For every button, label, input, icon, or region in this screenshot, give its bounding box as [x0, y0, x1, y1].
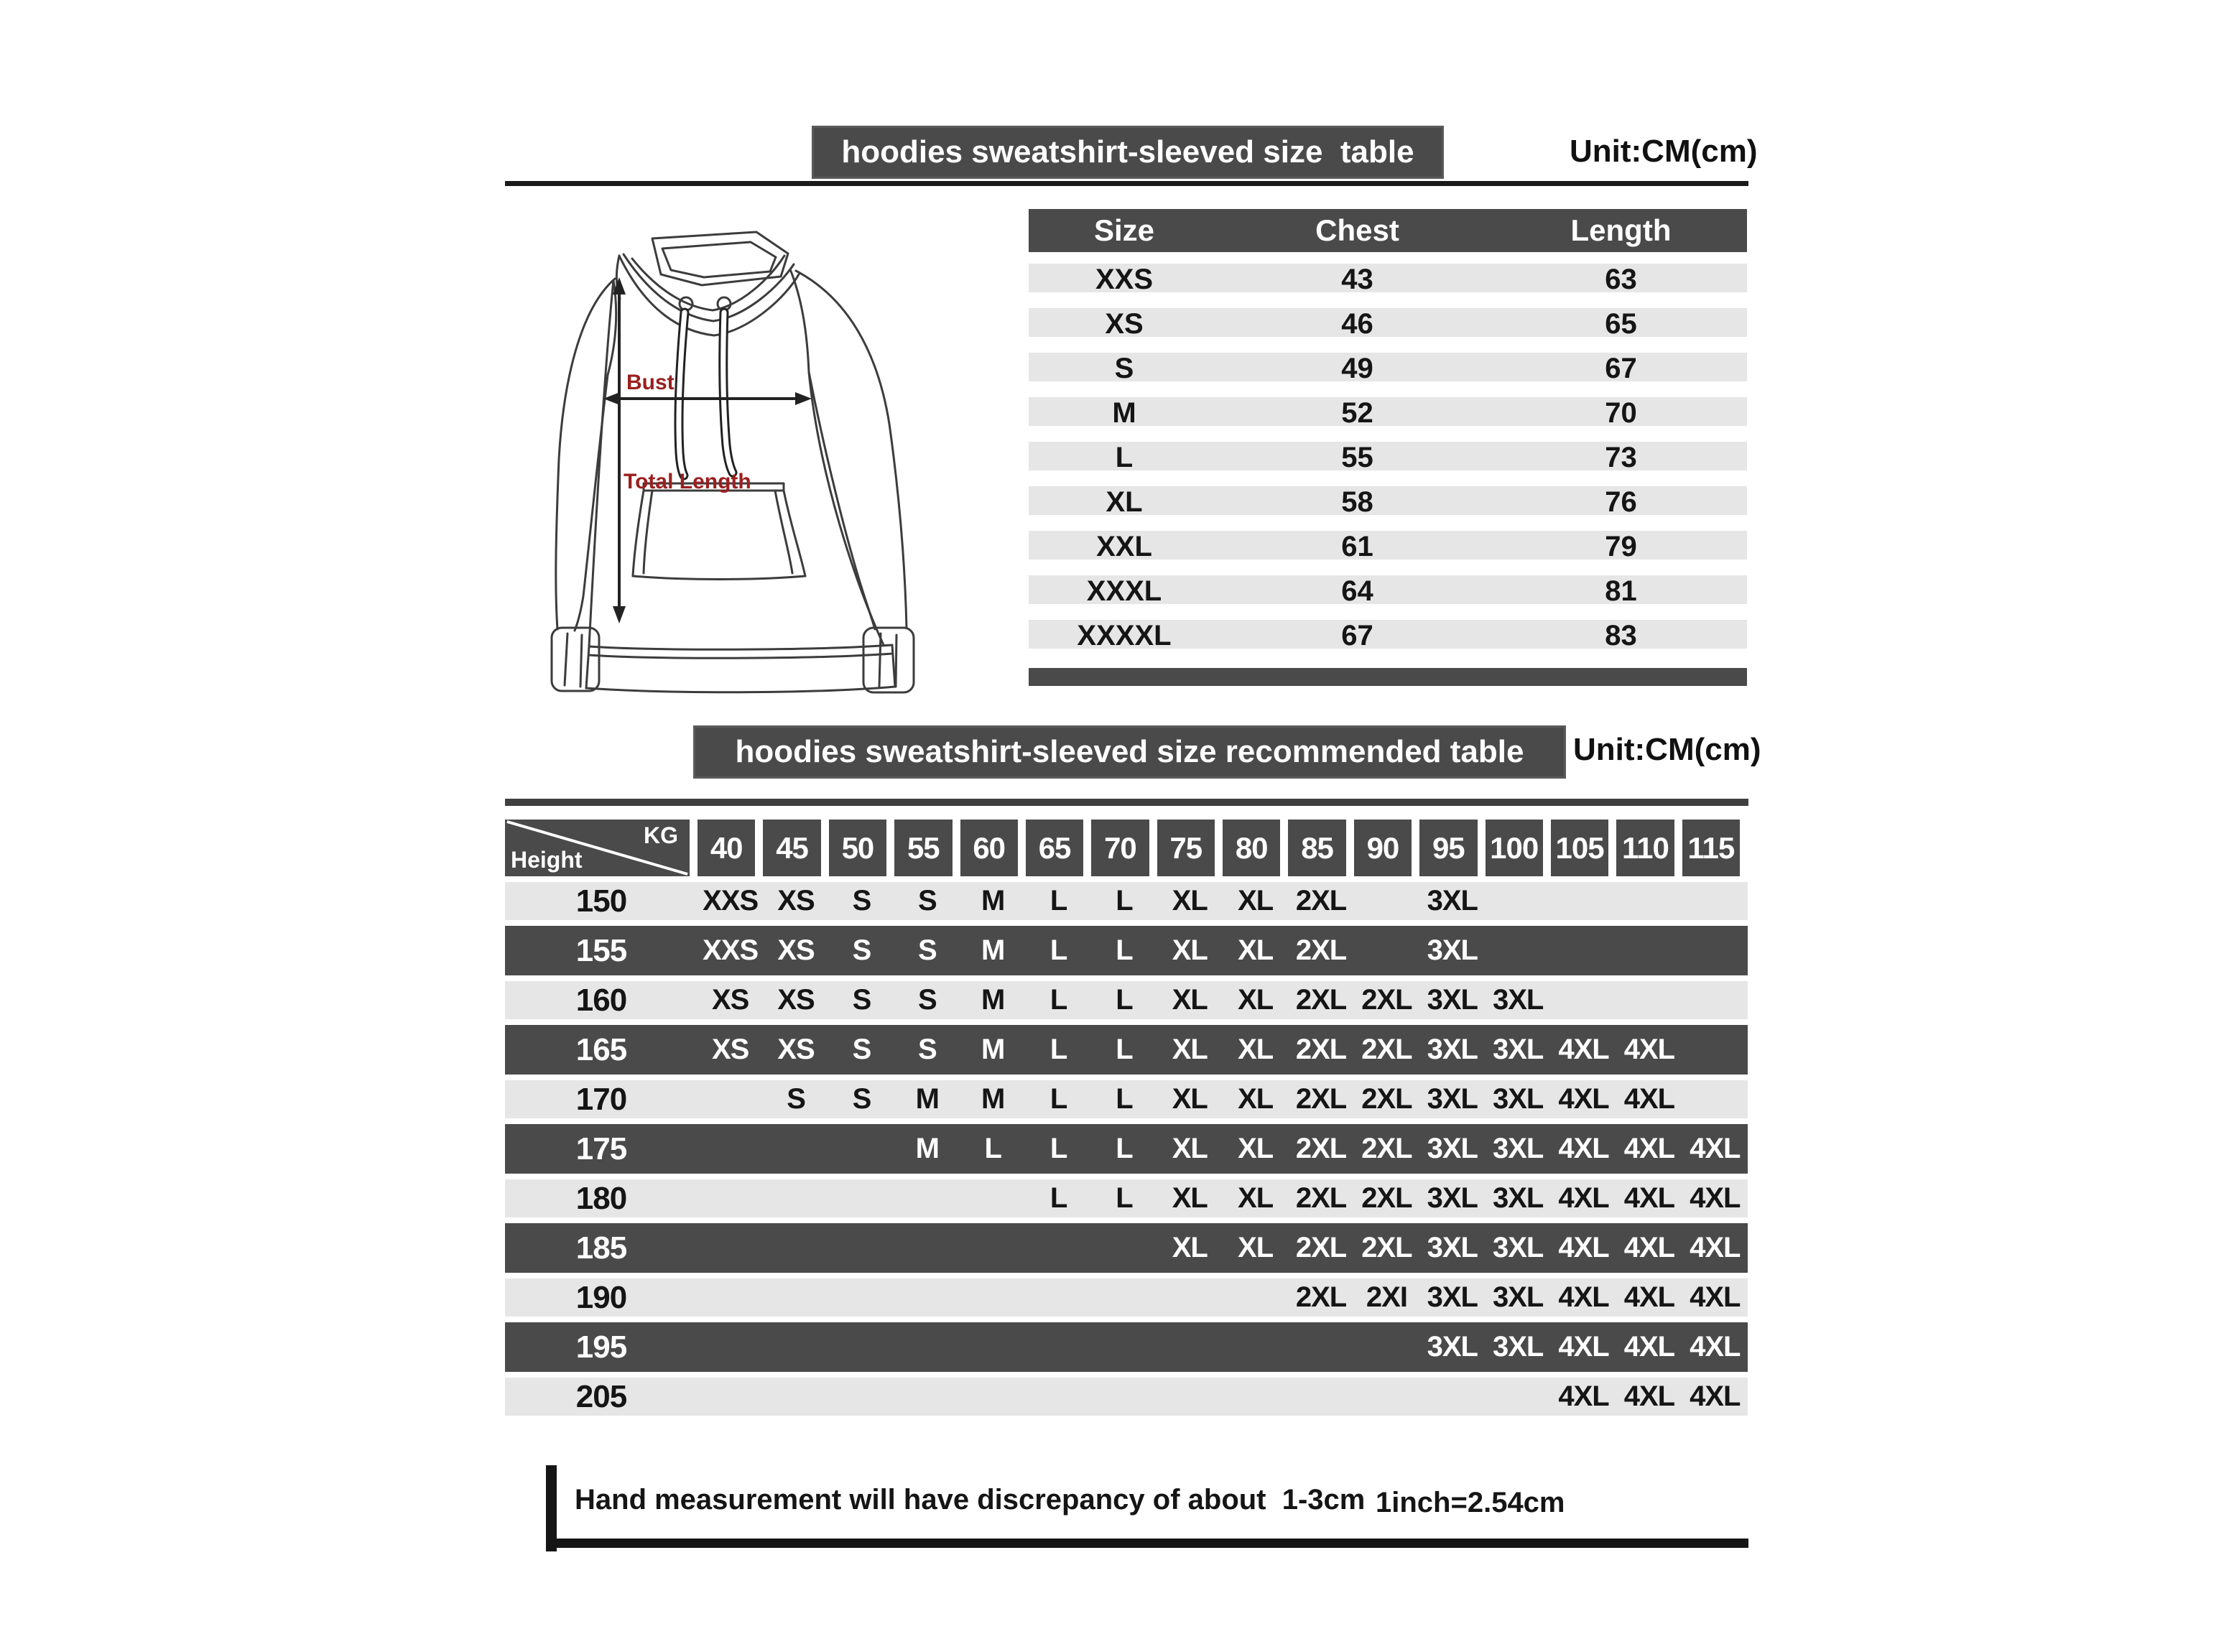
matrix-cell [1486, 926, 1551, 975]
matrix-cell [698, 1322, 763, 1372]
matrix-cell: XL [1172, 1133, 1208, 1164]
pocket-right [784, 491, 805, 576]
matrix-cell: S [852, 1083, 871, 1115]
length-value: 76 [1605, 486, 1637, 518]
matrix-cell: L [1116, 1083, 1133, 1115]
matrix-cell: XL [1238, 885, 1274, 917]
matrix-cell: L [1049, 1182, 1067, 1214]
size-recommendation-matrix [505, 820, 1748, 1416]
unit-label-1: Unit:CM(cm) [1570, 134, 1758, 169]
matrix-cell [829, 1322, 894, 1372]
weight-header-110: 110 [1616, 820, 1674, 876]
matrix-cell [763, 1322, 828, 1372]
matrix-cell: S [787, 1083, 805, 1115]
column-header-length: Length [1570, 213, 1672, 247]
inch-conversion-label: 1inch=2.54cm [1376, 1487, 1565, 1518]
matrix-cell: XL [1238, 1182, 1274, 1214]
matrix-cell [1551, 926, 1616, 975]
size-table-footer-bar [1029, 668, 1747, 686]
matrix-row-160 [505, 981, 1748, 1019]
matrix-cell: XL [1172, 1083, 1208, 1115]
matrix-cell [960, 1322, 1026, 1372]
matrix-cell [1157, 1322, 1223, 1372]
matrix-cell: S [917, 1034, 937, 1065]
matrix-cell: L [1049, 984, 1067, 1016]
matrix-cell: 4XL [1558, 1232, 1609, 1263]
recommended-table-title: hoodies sweatshirt-sleeved size recommended table [693, 725, 1566, 779]
height-label: 180 [575, 1180, 627, 1216]
length-value: 81 [1605, 575, 1637, 607]
size-table-row [1029, 308, 1747, 340]
matrix-cell: L [1049, 1034, 1067, 1065]
length-value: 63 [1605, 264, 1637, 295]
size-table-row [1029, 264, 1747, 295]
matrix-cell [894, 1378, 960, 1416]
matrix-cell: M [981, 1083, 1005, 1115]
matrix-cell: XS [777, 1034, 815, 1065]
matrix-cell: XL [1238, 984, 1274, 1016]
matrix-cell: 2XL [1361, 1232, 1412, 1263]
matrix-cell [894, 1223, 960, 1273]
matrix-cell: L [1049, 1133, 1067, 1164]
matrix-cell [1354, 882, 1419, 920]
matrix-cell: 4XL [1623, 1182, 1675, 1214]
matrix-cell: 2XL [1295, 984, 1347, 1016]
matrix-cell: M [981, 934, 1005, 966]
size-table-row [1029, 397, 1747, 429]
size-table-row [1029, 353, 1747, 384]
matrix-cell: S [852, 984, 871, 1016]
height-label: 205 [575, 1378, 627, 1414]
matrix-cell: 4XL [1558, 1083, 1609, 1115]
matrix-cell [829, 1223, 894, 1273]
matrix-cell: 2XL [1295, 934, 1347, 966]
matrix-cell: XL [1172, 885, 1208, 917]
length-value: 83 [1605, 620, 1637, 651]
matrix-rows [505, 876, 1748, 1416]
matrix-cell [1091, 1378, 1157, 1416]
size-table-title: hoodies sweatshirt-sleeved size table [812, 126, 1444, 179]
matrix-cell [698, 1124, 763, 1174]
matrix-row-155 [505, 926, 1748, 975]
weight-header-100: 100 [1486, 820, 1543, 876]
matrix-cell: 4XL [1623, 1232, 1675, 1263]
matrix-cell [1091, 1223, 1157, 1273]
weight-header-80: 80 [1223, 820, 1280, 876]
height-label: 160 [575, 982, 627, 1018]
matrix-cell [1486, 882, 1551, 920]
matrix-cell: 4XL [1558, 1133, 1609, 1164]
matrix-cell [698, 1223, 763, 1273]
matrix-cell: L [1116, 1034, 1133, 1065]
pocket-right-slit [775, 491, 792, 573]
matrix-cell: 4XL [1623, 1083, 1675, 1115]
matrix-cell: XS [777, 934, 815, 966]
torso-right-seam [809, 372, 884, 645]
matrix-cell: XS [777, 984, 815, 1016]
matrix-row-165 [505, 1025, 1748, 1075]
size-table-row [1029, 531, 1747, 560]
sleeve-right-outer [796, 271, 907, 628]
matrix-header-row [505, 820, 1748, 876]
matrix-row-190 [505, 1279, 1748, 1317]
cuff-right [863, 628, 914, 692]
matrix-cell: M [981, 1034, 1005, 1065]
length-value: 67 [1605, 353, 1637, 384]
matrix-cell: L [1049, 934, 1067, 966]
chest-value: 46 [1341, 308, 1373, 340]
matrix-cell: 3XL [1493, 1034, 1544, 1065]
matrix-cell [894, 1322, 960, 1372]
matrix-cell [1091, 1279, 1157, 1317]
matrix-cell: 4XL [1558, 1331, 1609, 1363]
matrix-cell [1419, 1378, 1485, 1416]
corner-height-label: Height [511, 847, 583, 873]
matrix-row-150 [505, 882, 1748, 920]
matrix-cell [1486, 1378, 1551, 1416]
matrix-cell: XS [777, 885, 815, 917]
height-label: 195 [575, 1329, 627, 1365]
matrix-cell: M [981, 885, 1005, 917]
size-table-row [1029, 575, 1747, 607]
size-label: XXXXL [1077, 620, 1172, 651]
matrix-cell [1682, 1025, 1748, 1075]
height-label: 150 [575, 883, 627, 919]
matrix-cell [1616, 981, 1682, 1019]
footnote-bottom-line [546, 1539, 1748, 1548]
matrix-cell [1288, 1322, 1353, 1372]
matrix-cell: L [1049, 1083, 1067, 1115]
divider-rule-2 [505, 799, 1748, 806]
matrix-cell: 2XL [1295, 1232, 1347, 1263]
matrix-row-195 [505, 1322, 1748, 1372]
matrix-cell: S [917, 934, 937, 966]
length-value: 70 [1605, 397, 1637, 429]
height-label: 190 [575, 1279, 627, 1315]
matrix-cell: XL [1238, 1133, 1274, 1164]
matrix-cell: 2XL [1295, 1133, 1347, 1164]
column-header-size: Size [1093, 213, 1155, 247]
matrix-cell: 3XL [1493, 1331, 1544, 1363]
matrix-cell: XXS [703, 885, 759, 917]
size-table-row [1029, 486, 1747, 518]
length-value: 79 [1605, 531, 1637, 562]
matrix-cell: 2XL [1295, 1083, 1347, 1115]
matrix-cell [1682, 981, 1748, 1019]
matrix-cell: 3XL [1427, 1083, 1478, 1115]
size-table-header [1029, 209, 1747, 252]
matrix-cell: XL [1172, 1182, 1208, 1214]
matrix-cell: 4XL [1623, 1331, 1675, 1363]
weight-header-95: 95 [1419, 820, 1477, 876]
matrix-cell: 3XL [1427, 885, 1478, 917]
matrix-cell: 2XL [1361, 1034, 1412, 1065]
matrix-cell [1551, 882, 1616, 920]
chest-value: 64 [1341, 575, 1373, 607]
length-value: 73 [1605, 442, 1637, 473]
height-label: 155 [575, 932, 627, 968]
size-label: XS [1105, 308, 1144, 340]
matrix-cell [763, 1223, 828, 1273]
matrix-cell: XL [1172, 1034, 1208, 1065]
weight-header-40: 40 [698, 820, 755, 876]
pocket-left [633, 491, 644, 576]
height-label: 185 [575, 1230, 627, 1266]
matrix-cell: XL [1238, 934, 1274, 966]
height-label: 170 [575, 1081, 627, 1117]
pocket-bottom [633, 576, 805, 580]
matrix-cell [1682, 926, 1748, 975]
weight-header-50: 50 [829, 820, 886, 876]
matrix-cell [763, 1279, 828, 1317]
matrix-cell: XL [1172, 934, 1208, 966]
chest-value: 52 [1341, 397, 1373, 429]
hem-sides [586, 645, 895, 688]
matrix-cell [894, 1179, 960, 1217]
matrix-cell [1223, 1378, 1288, 1416]
matrix-cell [1157, 1279, 1223, 1317]
size-chest-length-table [1029, 209, 1747, 686]
matrix-cell: L [1049, 885, 1067, 917]
size-label: XXL [1096, 531, 1152, 562]
matrix-cell: 4XL [1690, 1182, 1741, 1214]
matrix-cell [763, 1124, 828, 1174]
matrix-cell [763, 1378, 828, 1416]
matrix-cell [698, 1378, 763, 1416]
hem-bottom [586, 687, 895, 692]
matrix-cell: 3XL [1493, 1133, 1544, 1164]
matrix-cell: M [915, 1133, 939, 1164]
matrix-cell [894, 1279, 960, 1317]
matrix-cell: S [917, 885, 937, 917]
matrix-cell: 3XL [1427, 1331, 1478, 1363]
size-table-rows [1029, 252, 1747, 649]
matrix-row-185 [505, 1223, 1748, 1273]
matrix-cell: 3XL [1493, 984, 1544, 1016]
matrix-cell [1682, 1080, 1748, 1118]
matrix-cell: 4XL [1690, 1331, 1741, 1363]
hood-panel-inner [662, 242, 776, 277]
matrix-cell [829, 1179, 894, 1217]
divider-rule-1 [505, 181, 1748, 186]
weight-header-85: 85 [1288, 820, 1345, 876]
matrix-cell [1091, 1322, 1157, 1372]
size-table-row [1029, 442, 1747, 473]
matrix-cell [1682, 882, 1748, 920]
footnote-text: Hand measurement will have discrepancy of about 1-3cm [575, 1484, 1366, 1516]
matrix-cell: 4XL [1623, 1034, 1675, 1065]
bust-label: Bust [626, 371, 675, 394]
matrix-cell: 2XL [1361, 1133, 1412, 1164]
matrix-cell [698, 1279, 763, 1317]
torso-left-seam [589, 280, 613, 646]
matrix-cell [829, 1378, 894, 1416]
matrix-cell: XL [1238, 1232, 1274, 1263]
matrix-cell: 3XL [1493, 1182, 1544, 1214]
matrix-cell: XL [1238, 1083, 1274, 1115]
matrix-cell: XXS [703, 934, 759, 966]
matrix-cell: L [1116, 885, 1133, 917]
matrix-cell: 4XL [1558, 1380, 1609, 1412]
matrix-cell [829, 1124, 894, 1174]
matrix-cell [1026, 1322, 1091, 1372]
matrix-cell: L [1116, 984, 1133, 1016]
weight-header-75: 75 [1157, 820, 1215, 876]
weight-header-115: 115 [1682, 820, 1740, 876]
matrix-cell: 4XL [1558, 1281, 1609, 1313]
matrix-cell: 4XL [1623, 1133, 1675, 1164]
matrix-cell [1354, 1322, 1419, 1372]
chest-value: 58 [1341, 486, 1373, 518]
matrix-cell: 4XL [1690, 1232, 1741, 1263]
matrix-cell: 4XL [1690, 1281, 1741, 1313]
chest-value: 43 [1341, 264, 1373, 295]
matrix-cell: 4XL [1558, 1182, 1609, 1214]
matrix-cell: 3XL [1427, 984, 1478, 1016]
matrix-cell: 2XL [1295, 1034, 1347, 1065]
matrix-cell [1616, 882, 1682, 920]
height-label: 175 [575, 1131, 627, 1166]
matrix-cell: L [1116, 1182, 1133, 1214]
matrix-cell: 3XL [1427, 1034, 1478, 1065]
matrix-cell: 3XL [1427, 1281, 1478, 1313]
collar-line-mid [624, 254, 794, 321]
matrix-cell: L [1116, 934, 1133, 966]
pocket-left-slit [644, 491, 652, 573]
matrix-cell [698, 1080, 763, 1118]
matrix-cell [960, 1378, 1026, 1416]
matrix-cell [960, 1179, 1026, 1217]
cuff-left-ribs [565, 634, 582, 687]
chest-value: 61 [1341, 531, 1373, 562]
matrix-cell [1026, 1378, 1091, 1416]
total-length-label: Total Length [624, 470, 751, 493]
matrix-cell: 4XL [1558, 1034, 1609, 1065]
weight-header-70: 70 [1091, 820, 1149, 876]
matrix-cell: S [852, 934, 871, 966]
arrowhead-down [613, 606, 626, 623]
matrix-cell: L [1116, 1133, 1133, 1164]
matrix-row-175 [505, 1124, 1748, 1174]
matrix-cell: 2XL [1295, 885, 1347, 917]
size-label: M [1112, 397, 1136, 429]
matrix-cell: L [984, 1133, 1001, 1164]
matrix-cell [1223, 1279, 1288, 1317]
matrix-cell [1551, 981, 1616, 1019]
weight-header-45: 45 [763, 820, 820, 876]
matrix-cell: XS [712, 984, 749, 1016]
matrix-cell: M [981, 984, 1005, 1016]
matrix-cell: 4XL [1690, 1380, 1741, 1412]
matrix-cell: 2XL [1295, 1281, 1347, 1313]
matrix-cell [1223, 1322, 1288, 1372]
matrix-cell: XL [1238, 1034, 1274, 1065]
matrix-cell: 3XL [1427, 934, 1478, 966]
matrix-cell: 3XL [1493, 1232, 1544, 1263]
matrix-cell: M [915, 1083, 939, 1115]
size-label: XL [1106, 486, 1143, 518]
hem-inner [589, 654, 892, 658]
weight-header-65: 65 [1026, 820, 1083, 876]
matrix-cell [1616, 926, 1682, 975]
unit-label-2: Unit:CM(cm) [1573, 732, 1761, 767]
matrix-cell: 2XL [1361, 1083, 1412, 1115]
matrix-cell: 3XL [1427, 1133, 1478, 1164]
sleeve-right-inner [809, 372, 875, 629]
length-value: 65 [1605, 308, 1637, 340]
matrix-cell: 2XL [1361, 984, 1412, 1016]
size-label: S [1114, 353, 1134, 384]
matrix-cell [1354, 1378, 1419, 1416]
matrix-cell: S [852, 885, 871, 917]
matrix-cell: S [917, 984, 937, 1016]
matrix-corner-cell [505, 820, 690, 876]
matrix-cell: 2XL [1361, 1182, 1412, 1214]
matrix-cell: 3XL [1493, 1281, 1544, 1313]
matrix-cell: 3XL [1493, 1083, 1544, 1115]
hoodie-measure-diagram [539, 208, 941, 697]
matrix-cell [1157, 1378, 1223, 1416]
matrix-row-205 [505, 1378, 1748, 1416]
size-label: XXXL [1086, 575, 1162, 607]
matrix-cell: 3XL [1427, 1182, 1478, 1214]
size-label: L [1115, 442, 1134, 473]
size-label: XXS [1095, 264, 1154, 295]
collar-line-inner [632, 256, 784, 310]
matrix-cell [1354, 926, 1419, 975]
size-table-row [1029, 620, 1747, 649]
weight-header-105: 105 [1551, 820, 1608, 876]
chest-value: 49 [1341, 353, 1373, 384]
matrix-cell: 3XL [1427, 1232, 1478, 1263]
matrix-cell: 2XI [1366, 1281, 1407, 1313]
matrix-cell [1026, 1279, 1091, 1317]
arrowhead-right [795, 392, 812, 405]
matrix-cell: 4XL [1690, 1133, 1741, 1164]
matrix-cell [829, 1279, 894, 1317]
corner-kg-label: KG [644, 822, 678, 848]
matrix-cell: 4XL [1623, 1380, 1675, 1412]
matrix-row-180 [505, 1179, 1748, 1217]
hem-top [589, 645, 892, 649]
matrix-cell: XL [1172, 984, 1208, 1016]
weight-header-90: 90 [1354, 820, 1412, 876]
matrix-cell [763, 1179, 828, 1217]
matrix-cell [960, 1279, 1026, 1317]
matrix-cell: 4XL [1623, 1281, 1675, 1313]
weight-header-55: 55 [894, 820, 952, 876]
matrix-cell [698, 1179, 763, 1217]
matrix-cell [1288, 1378, 1353, 1416]
matrix-cell: S [852, 1034, 871, 1065]
chest-value: 67 [1341, 620, 1373, 651]
matrix-cell: XS [712, 1034, 749, 1065]
matrix-cell [960, 1223, 1026, 1273]
cuff-left [552, 628, 599, 691]
chest-value: 55 [1341, 442, 1373, 473]
column-header-chest: Chest [1315, 213, 1399, 247]
height-label: 165 [575, 1031, 627, 1067]
weight-header-60: 60 [960, 820, 1018, 876]
matrix-cell [1026, 1223, 1091, 1273]
matrix-cell: XL [1172, 1232, 1208, 1263]
matrix-row-170 [505, 1080, 1748, 1118]
matrix-cell: 2XL [1295, 1182, 1347, 1214]
